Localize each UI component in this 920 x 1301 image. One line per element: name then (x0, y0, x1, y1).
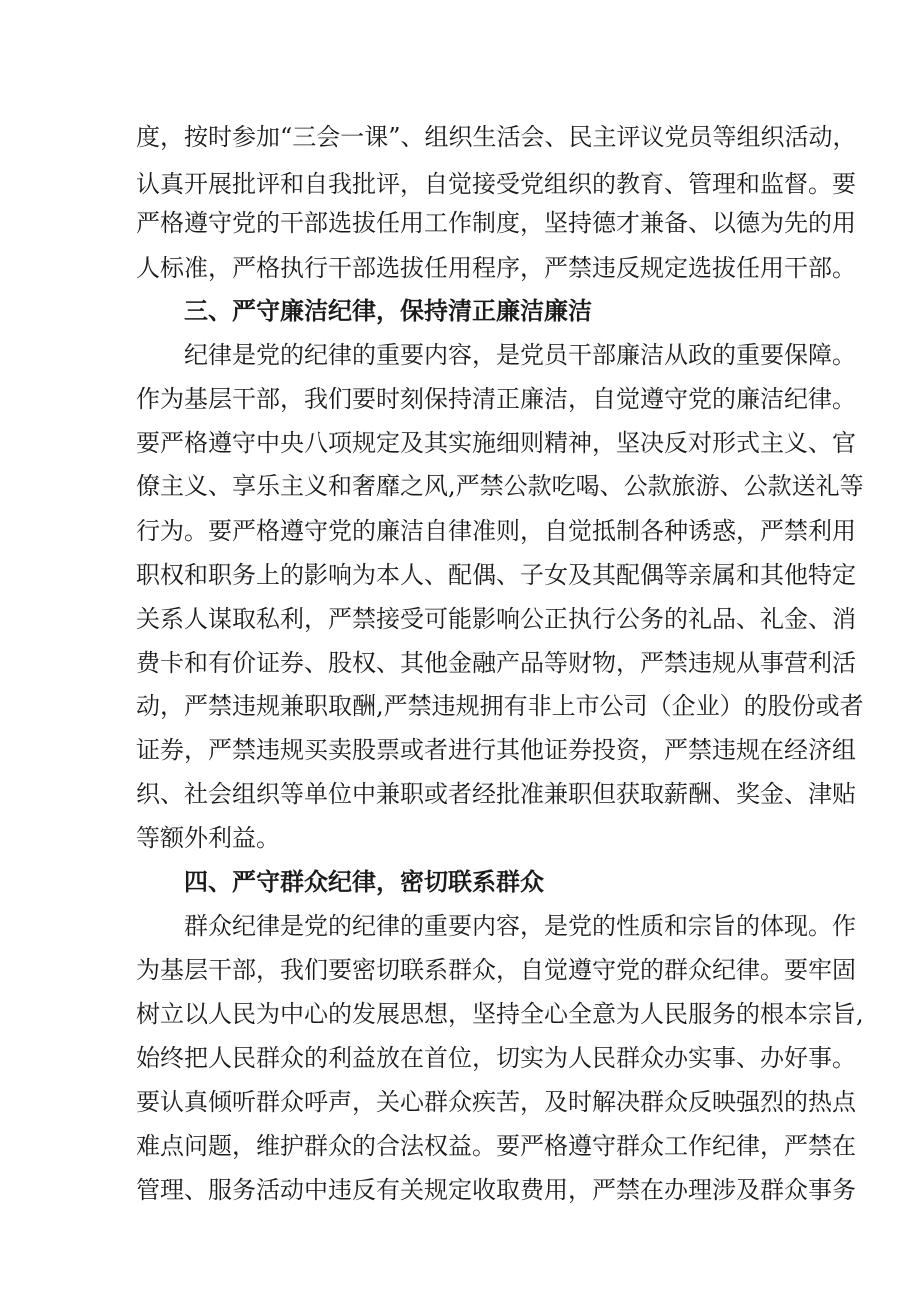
paragraph-line: 作为基层干部，我们要时刻保持清正廉洁，自觉遵守党的廉洁纪律。 (136, 385, 856, 413)
paragraph-line: 人标准，严格执行干部选拔任用程序，严禁违反规定选拔任用干部。 (136, 254, 856, 282)
paragraph-line: 职权和职务上的影响为本人、配偶、子女及其配偶等亲属和其他特定 (136, 561, 856, 589)
paragraph-line: 等额外利益。 (136, 824, 280, 852)
paragraph-line: 为基层干部，我们要密切联系群众，自觉遵守党的群众纪律。要牢固 (136, 956, 856, 984)
paragraph-line: 群众纪律是党的纪律的重要内容，是党的性质和宗旨的体现。作 (184, 912, 856, 940)
paragraph-line: 要严格遵守中央八项规定及其实施细则精神，坚决反对形式主义、官 (136, 429, 856, 457)
paragraph-line: 织、社会组织等单位中兼职或者经批准兼职但获取薪酬、奖金、津贴 (136, 780, 856, 808)
paragraph-line: 树立以人民为中心的发展思想，坚持全心全意为人民服务的根本宗旨, (136, 1000, 864, 1028)
paragraph-line: 难点问题，维护群众的合法权益。要严格遵守群众工作纪律，严禁在 (136, 1132, 856, 1160)
paragraph-line: 关系人谋取私利，严禁接受可能影响公正执行公务的礼品、礼金、消 (136, 605, 856, 633)
paragraph-line: 要认真倾听群众呼声，关心群众疾苦，及时解决群众反映强烈的热点 (136, 1088, 856, 1116)
paragraph-line: 费卡和有价证券、股权、其他金融产品等财物，严禁违规从事营利活 (136, 649, 856, 677)
section-heading: 四、严守群众纪律，密切联系群众 (184, 868, 544, 896)
paragraph-line: 动，严禁违规兼职取酬,严禁违规拥有非上市公司（企业）的股份或者 (136, 692, 864, 720)
paragraph-line: 认真开展批评和自我批评，自觉接受党组织的教育、管理和监督。要 (136, 170, 856, 198)
paragraph-line: 度，按时参加“三会一课”、组织生活会、民主评议党员等组织活动， (136, 123, 857, 151)
section-heading: 三、严守廉洁纪律，保持清正廉洁廉洁 (184, 297, 592, 325)
paragraph-line: 僚主义、享乐主义和奢靡之风,严禁公款吃喝、公款旅游、公款送礼等 (136, 472, 864, 500)
paragraph-line: 严格遵守党的干部选拔任用工作制度，坚持德才兼备、以德为先的用 (136, 209, 856, 237)
paragraph-line: 始终把人民群众的利益放在首位，切实为人民群众办实事、办好事。 (136, 1044, 856, 1072)
paragraph-line: 证券，严禁违规买卖股票或者进行其他证券投资，严禁违规在经济组 (136, 736, 856, 764)
paragraph-line: 管理、服务活动中违反有关规定收取费用，严禁在办理涉及群众事务 (136, 1176, 856, 1204)
paragraph-line: 行为。要严格遵守党的廉洁自律准则，自觉抵制各种诱惑，严禁利用 (136, 517, 856, 545)
paragraph-line: 纪律是党的纪律的重要内容，是党员干部廉洁从政的重要保障。 (184, 341, 856, 369)
